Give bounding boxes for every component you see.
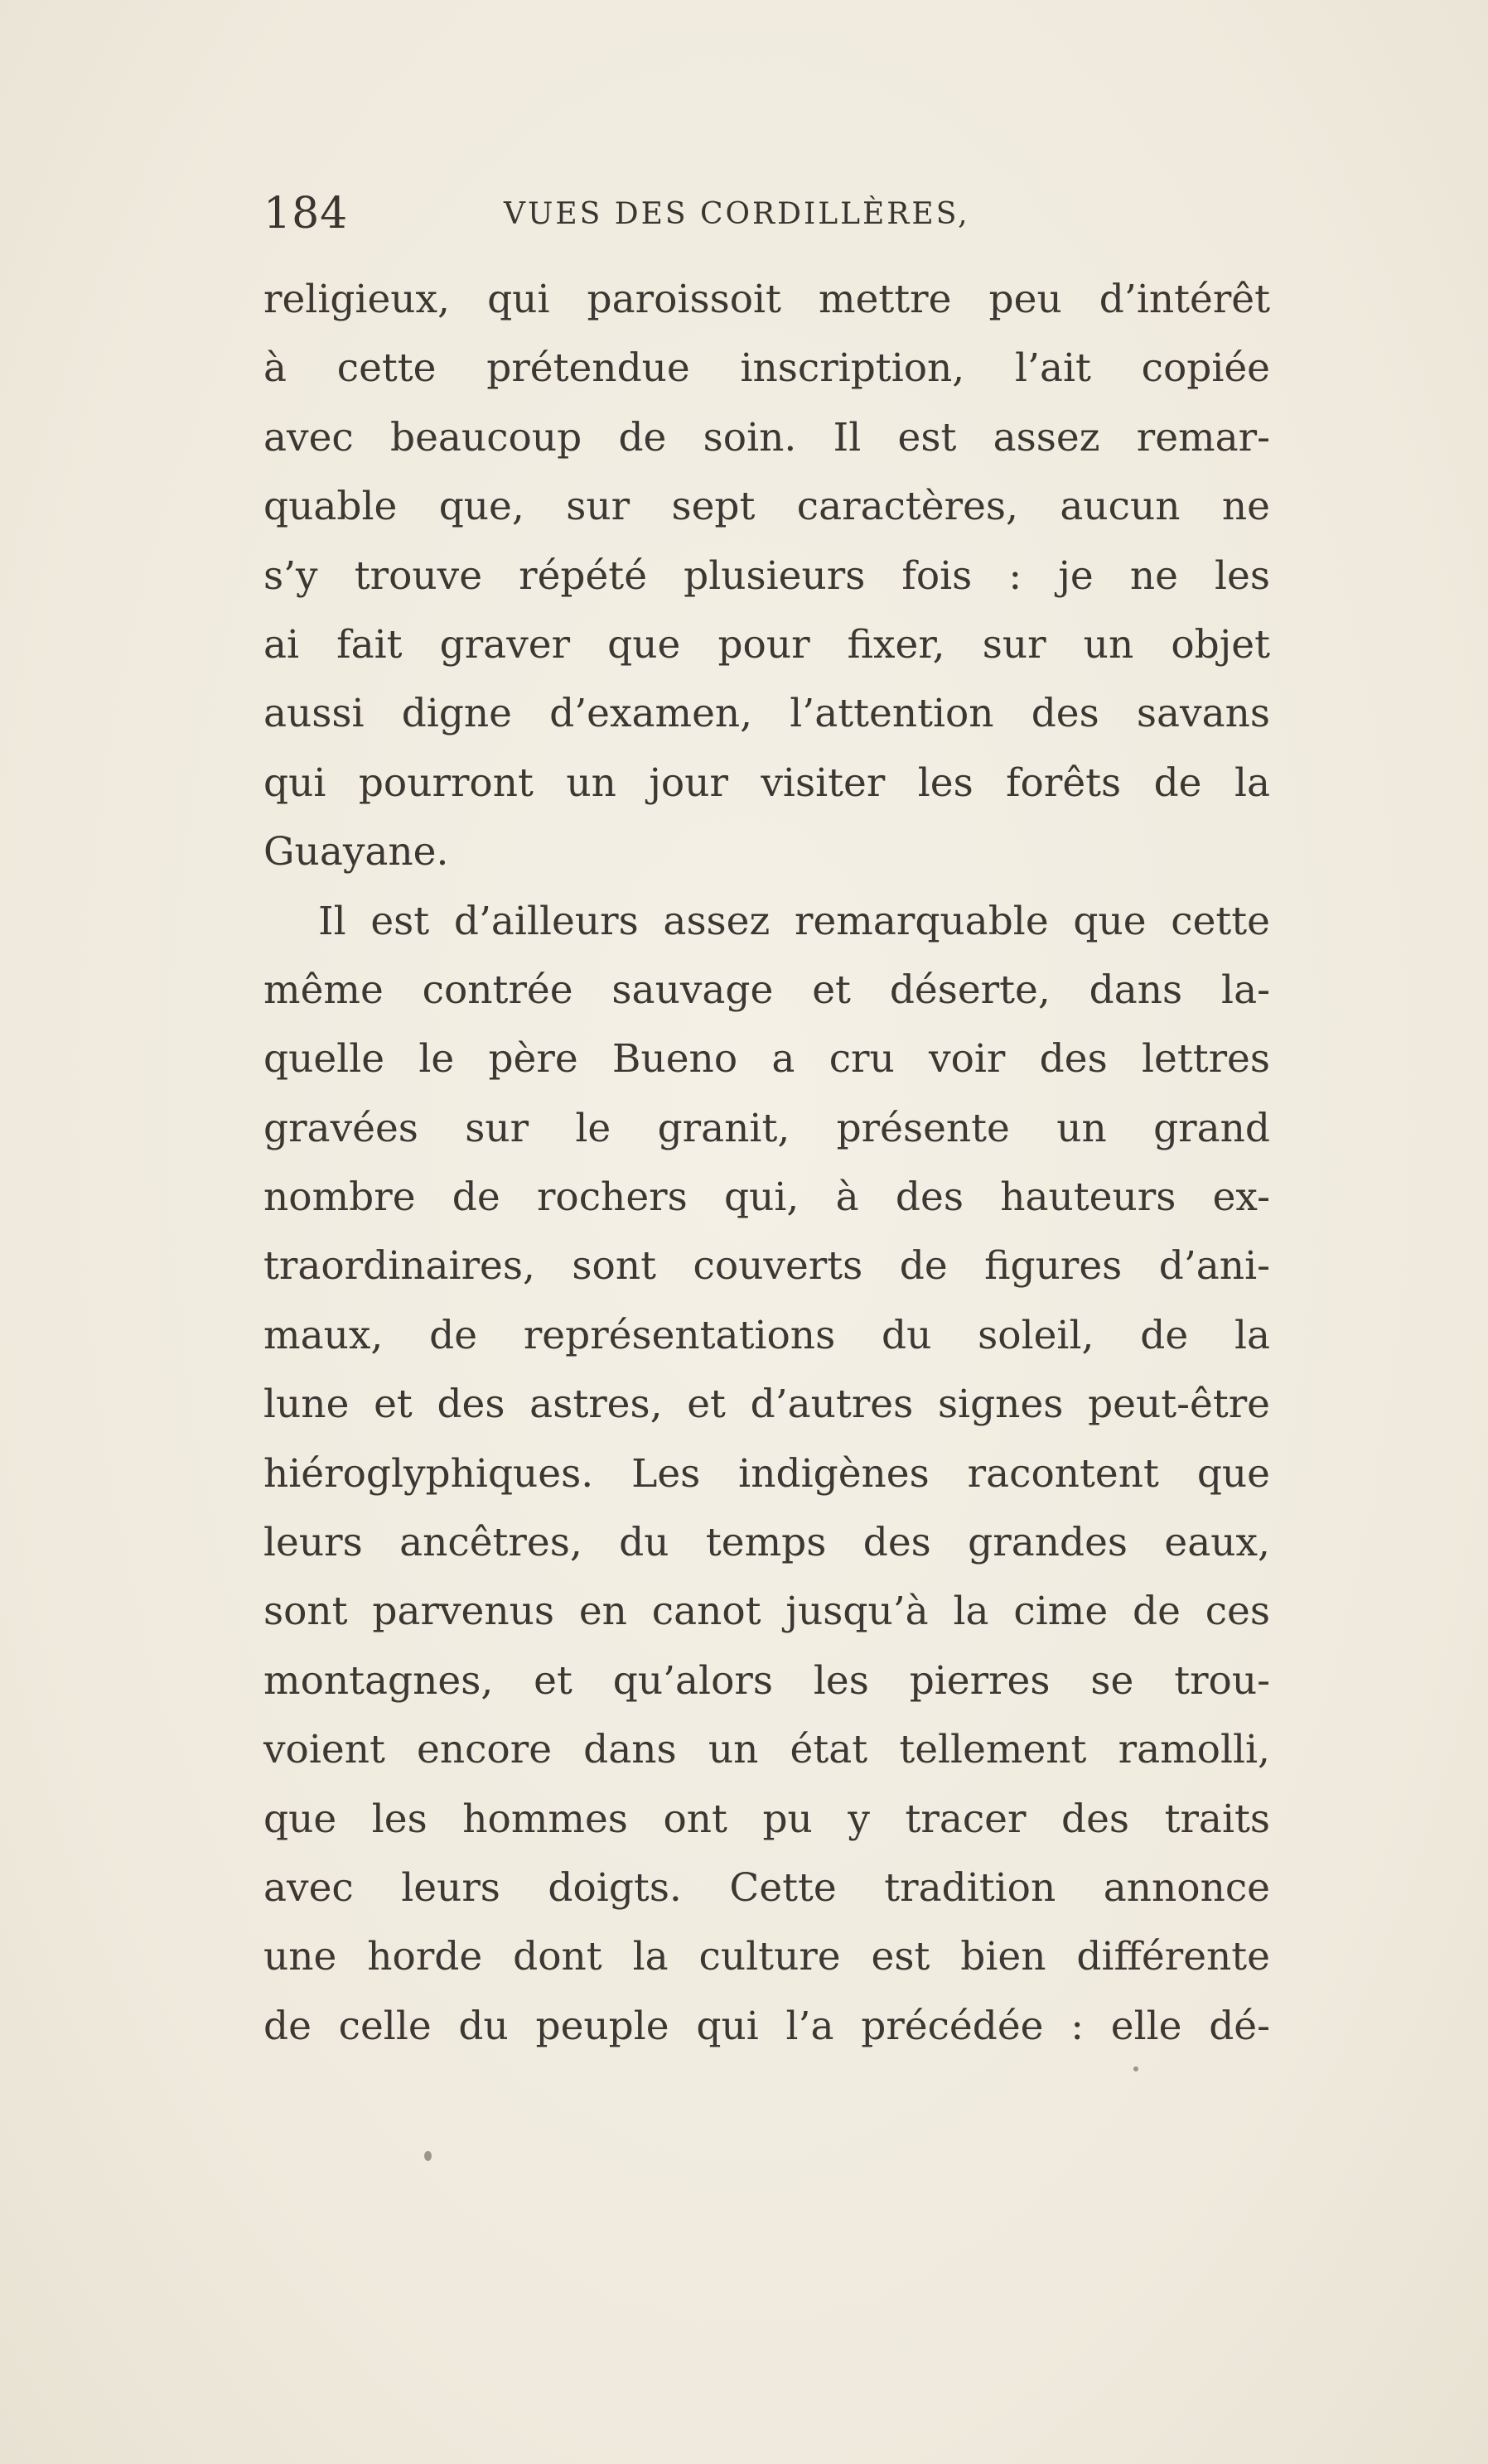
text-line: avec beaucoup de soin. Il est assez remar- (263, 414, 1270, 460)
paper-speck (424, 2151, 432, 2161)
text-line: sont parvenus en canot jusqu’à la cime de ces (263, 1589, 1270, 1635)
body-text (263, 265, 1270, 2061)
text-line: même contrée sauvage et déserte, dans la- (263, 967, 1270, 1013)
text-line: nombre de rochers qui, à des hauteurs ex- (263, 1174, 1270, 1221)
page-header (263, 189, 1283, 255)
text-line: ai fait graver que pour fixer, sur un objet (263, 621, 1270, 668)
text-line: aussi digne d’examen, l’attention des savans (263, 691, 1270, 737)
text-line: gravées sur le granit, présente un grand (263, 1105, 1270, 1151)
text-line: à cette prétendue inscription, l’ait copiée (263, 345, 1270, 392)
paper-speck (1133, 2066, 1138, 2071)
text-line: maux, de représentations du soleil, de la (263, 1312, 1270, 1358)
running-title: VUES DES CORDILLÈRES, (504, 197, 970, 231)
page-number: 184 (263, 189, 349, 239)
text-line: Guayane. (263, 829, 449, 875)
text-line: lune et des astres, et d’autres signes peut-être (263, 1381, 1270, 1428)
text-line: montagnes, et qu’alors les pierres se trou- (263, 1657, 1270, 1704)
text-line: voient encore dans un état tellement ramolli, (263, 1727, 1270, 1773)
text-line: qui pourront un jour visiter les forêts de la (263, 759, 1270, 806)
text-line: hiéroglyphiques. Les indigènes racontent que (263, 1450, 1270, 1497)
text-line: que les hommes ont pu y tracer des traits (263, 1796, 1270, 1842)
text-line: de celle du peuple qui l’a précédée : elle dé- (263, 2003, 1270, 2049)
text-line: leurs ancêtres, du temps des grandes eaux, (263, 1520, 1270, 1566)
text-line: avec leurs doigts. Cette tradition annonce (263, 1864, 1270, 1911)
text-line: quable que, sur sept caractères, aucun ne (263, 484, 1270, 530)
text-line: religieux, qui paroissoit mettre peu d’intérêt (263, 277, 1270, 322)
text-line: une horde dont la culture est bien différente (263, 1934, 1270, 1980)
text-line: Il est d’ailleurs assez remarquable que cette (318, 898, 1270, 944)
text-line: traordinaires, sont couverts de figures d’ani- (263, 1243, 1270, 1290)
text-line: quelle le père Bueno a cru voir des lettres (263, 1036, 1270, 1083)
text-line: s’y trouve répété plusieurs fois : je ne les (263, 552, 1270, 599)
